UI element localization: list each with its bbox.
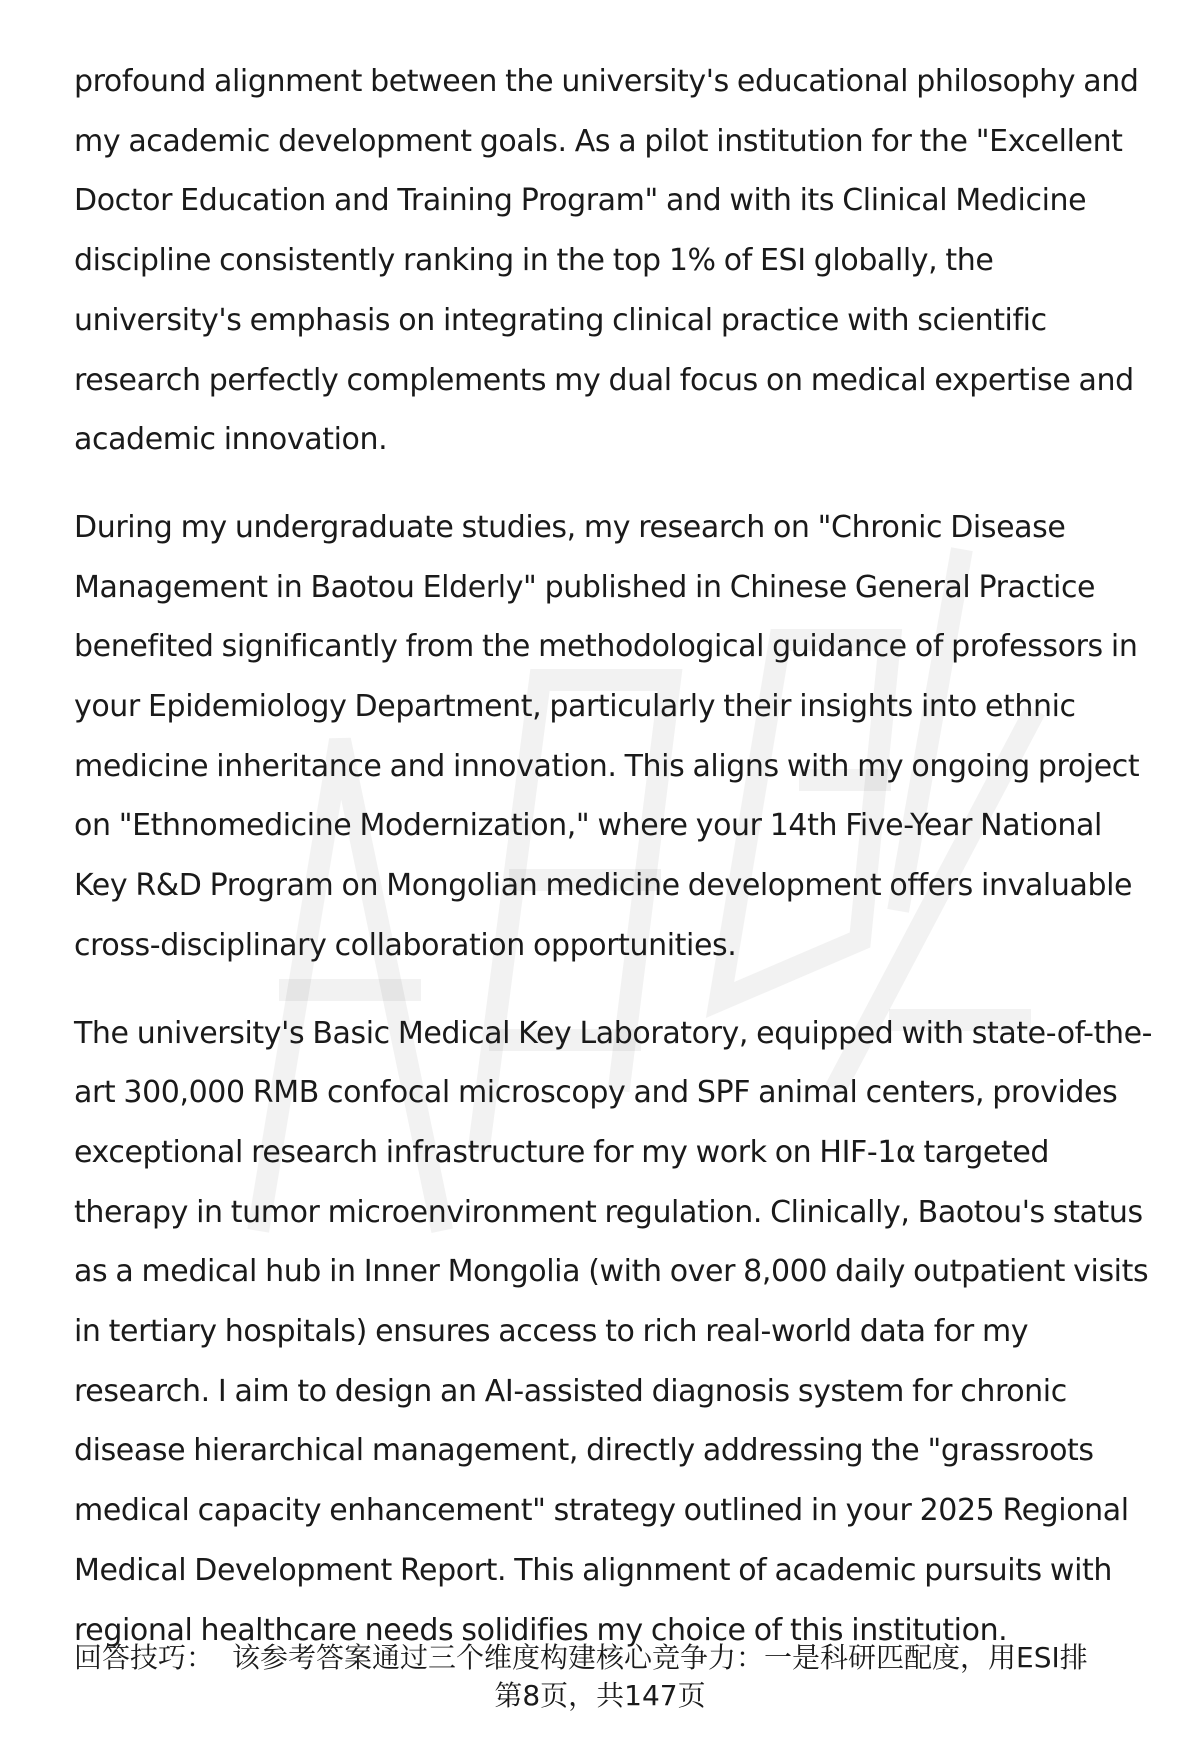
page-number: 第8页，共147页 — [494, 1679, 706, 1712]
paragraph-1: profound alignment between the university's educational philosophy and my academic development goals. As a pilot institution for the "Excellent Doctor Education and Training Program" and with its Clinical Medicine discipline consistently ranking in the top 1% of ESI globally, the university's emphasis on integrating clinical practice with scientific research perfectly complements my dual focus on medical expertise and academic innovation. — [74, 64, 1139, 458]
paragraph-2: During my undergraduate studies, my research on "Chronic Disease Management in Baotou Elderly" published in Chinese General Practice benefited significantly from the methodological guidance of professors in your Epidemiology Department, particularly their insights into ethnic medicine inheritance and innovation. This aligns with my ongoing project on "Ethnomedicine Modernization," where your 14th Five-Year National Key R&D Program on Mongolian medicine development offers invaluable cross-disciplinary collaboration opportunities. — [74, 509, 1140, 963]
body-text — [74, 52, 1154, 1688]
answer-tip — [74, 1640, 1154, 1676]
paragraph-3: The university's Basic Medical Key Laboratory, equipped with state-of-the-art 300,000 RMB confocal microscopy and SPF animal centers, provides exceptional research infrastructure for my work on HIF-1α targeted therapy in tumor microenvironment regulation. Clinically, Baotou's status as a medical hub in Inner Mongolia (with over 8,000 daily outpatient visits in tertiary hospitals) ensures access to rich real-world data for my research. I aim to design an AI-assisted diagnosis system for chronic disease hierarchical management, directly addressing the "grassroots medical capacity enhancement" strategy outlined in your 2025 Regional Medical Development Report. This alignment of academic pursuits with regional healthcare needs solidifies my choice of this institution. — [74, 1015, 1153, 1648]
answer-tip-text: 该参考答案通过三个维度构建核心竞争力：一是科研匹配度，用ESI排 — [232, 1641, 1088, 1674]
answer-tip-label: 回答技巧： — [74, 1641, 215, 1674]
